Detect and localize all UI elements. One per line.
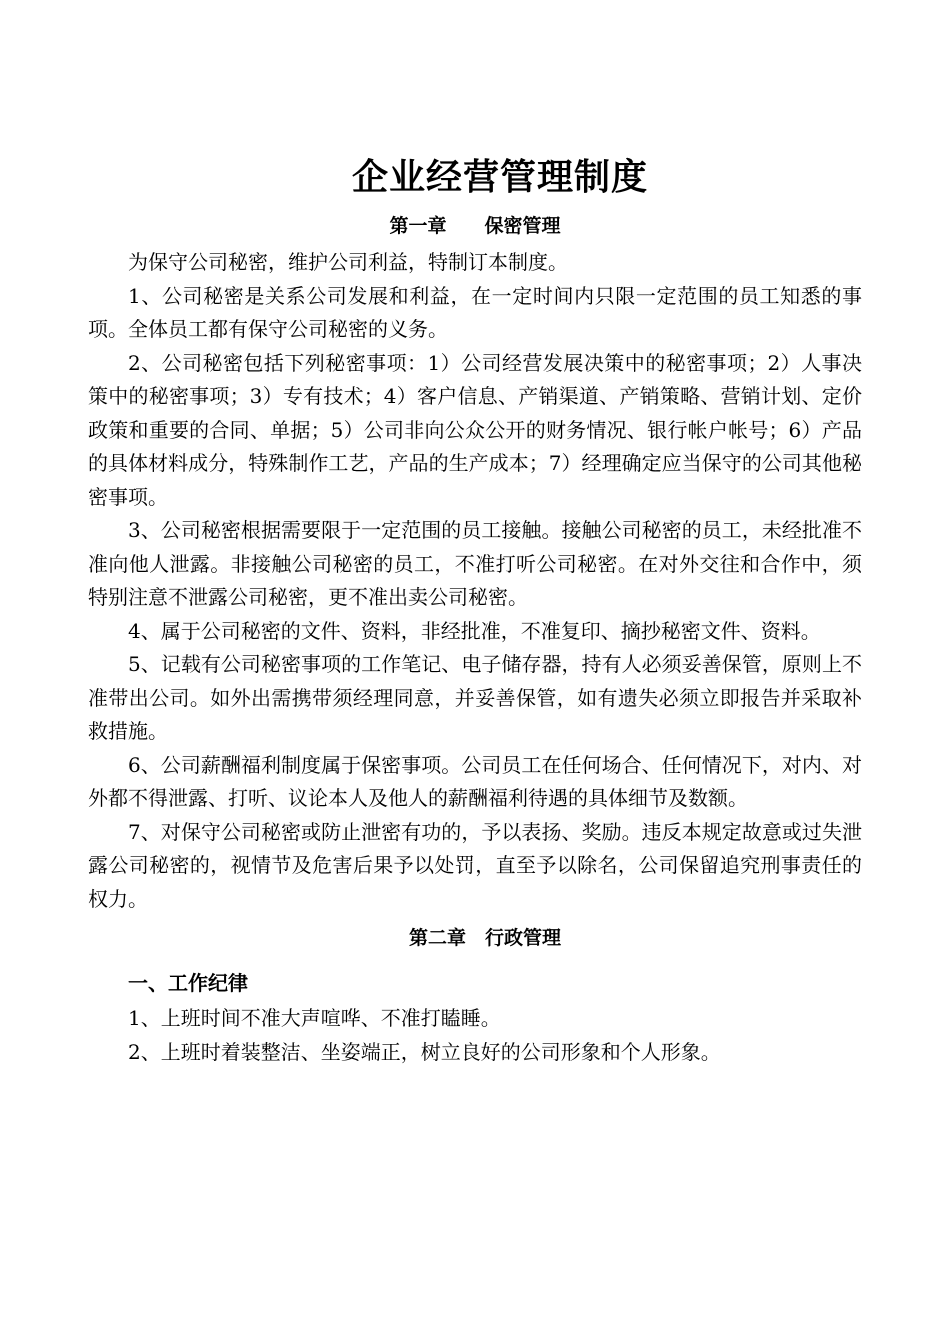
chapter-1-paragraph-3: 3、公司秘密根据需要限于一定范围的员工接触。接触公司秘密的员工，未经批准不准向他人泄露。非接触公司秘密的员工，不准打听公司秘密。在对外交往和合作中，须特别注意不泄露公司秘密，更不准出卖公司秘密。 <box>88 518 862 609</box>
chapter-1-paragraph-5: 5、记载有公司秘密事项的工作笔记、电子储存器，持有人必须妥善保管，原则上不准带出公司。如外出需携带须经理同意，并妥善保管，如有遗失必须立即报告并采取补救措施。 <box>88 652 862 743</box>
document-title: 企业经营管理制度 <box>351 156 648 198</box>
chapter-1-paragraph-7: 7、对保守公司秘密或防止泄密有功的，予以表扬、奖励。违反本规定故意或过失泄露公司秘密的，视情节及危害后果予以处罚，直至予以除名，公司保留追究刑事责任的权力。 <box>88 819 862 911</box>
chapter-1-paragraph-2: 2、公司秘密包括下列秘密事项：1）公司经营发展决策中的秘密事项；2）人事决策中的秘密事项；3）专有技术；4）客户信息、产销渠道、产销策略、营销计划、定价政策和重要的合同、单据；5）公司非向公众公开的财务情况、银行帐户帐号；6）产品的具体材料成分，特殊制作工艺，产品的生产成本；7）经理确定应当保守的公司其他秘密事项。 <box>88 350 862 509</box>
chapter-2-paragraph-2: 2、上班时着装整洁、坐姿端正，树立良好的公司形象和个人形象。 <box>128 1039 721 1064</box>
chapter-1-paragraph-intro: 为保守公司秘密，维护公司利益，特制订本制度。 <box>128 250 568 274</box>
section-heading-work-discipline: 一、工作纪律 <box>128 971 248 995</box>
chapter-1-paragraph-1: 1、公司秘密是关系公司发展和利益，在一定时间内只限一定范围的员工知悉的事项。全体员工都有保守公司秘密的义务。 <box>88 283 862 341</box>
chapter-1-paragraph-4: 4、属于公司秘密的文件、资料，非经批准，不准复印、摘抄秘密文件、资料。 <box>128 618 821 643</box>
chapter-2-paragraph-1: 1、上班时间不准大声喧哗、不准打瞌睡。 <box>128 1006 501 1030</box>
chapter-2-heading: 第二章 行政管理 <box>408 927 561 949</box>
chapter-1-heading: 第一章 保密管理 <box>389 215 561 237</box>
chapter-1-paragraph-6: 6、公司薪酬福利制度属于保密事项。公司员工在任何场合、任何情况下，对内、对外都不得泄露、打听、议论本人及他人的薪酬福利待遇的具体细节及数额。 <box>88 752 862 810</box>
document-page <box>88 148 862 1069</box>
